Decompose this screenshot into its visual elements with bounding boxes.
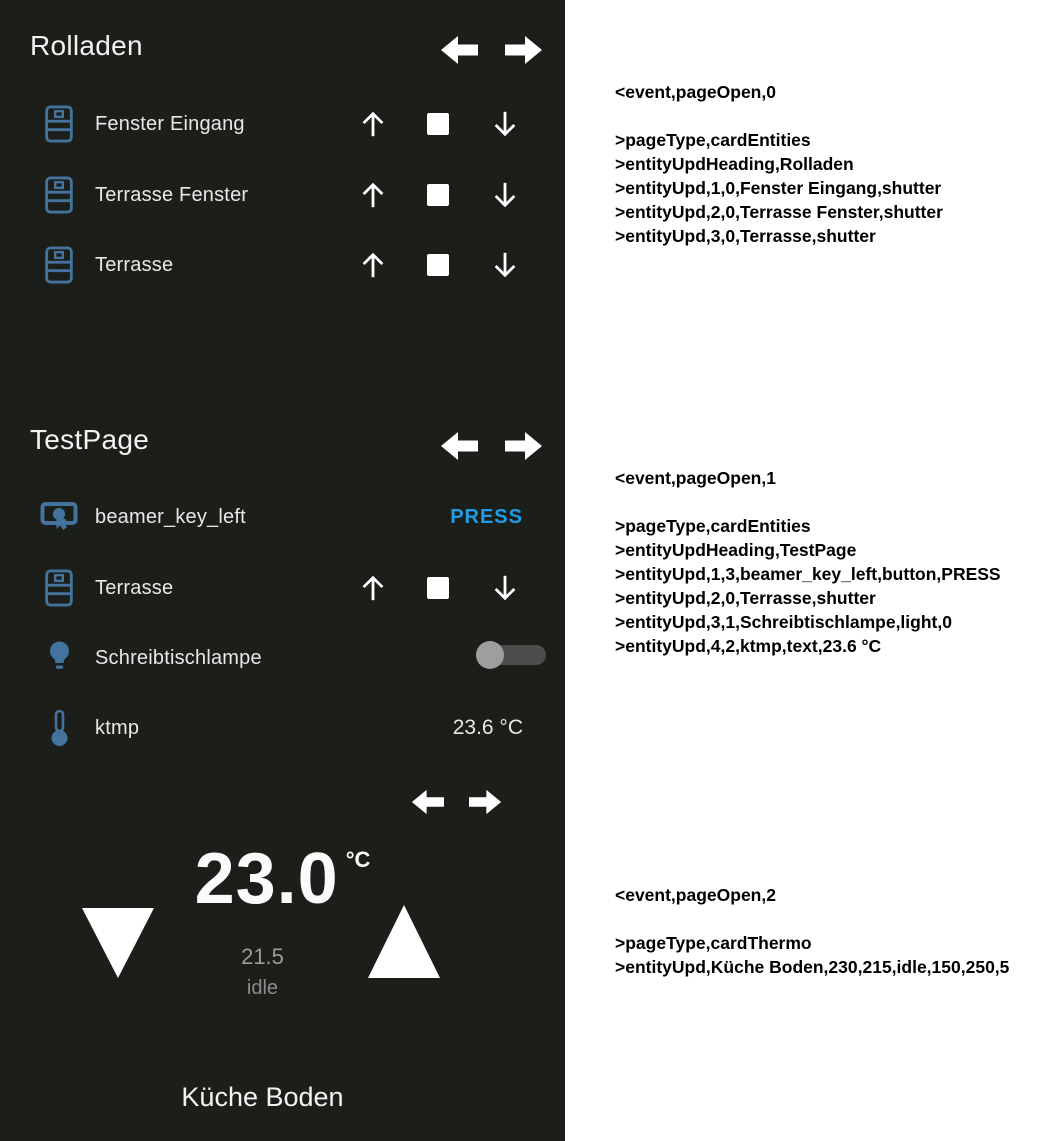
hvac-state: idle [246,977,279,999]
entity-name: Fenster Eingang [95,113,245,135]
shutter-stop-button[interactable] [427,184,449,206]
log-block [615,466,1040,658]
current-temp-value: 23.0 [194,839,339,919]
thermo-title: Küche Boden [181,1082,344,1112]
entity-row [0,566,565,610]
light-icon [46,640,73,680]
log-line: >entityUpd,2,0,Terrasse,shutter [615,588,876,608]
shutter-icon [44,176,74,219]
shutter-up-button[interactable] [358,109,388,139]
shutter-stop-button[interactable] [427,113,449,135]
button-icon [40,501,78,540]
log-event-line: <event,pageOpen,0 [615,82,776,102]
arrow-left-icon [440,53,478,70]
toggle-knob [476,641,504,669]
entity-name: Terrasse Fenster [95,184,249,206]
light-toggle[interactable] [476,641,546,669]
nav-next-button[interactable] [469,788,502,821]
shutter-down-button[interactable] [490,180,520,210]
log-line: >entityUpd,4,2,ktmp,text,23.6 °C [615,636,882,656]
entity-name: Terrasse [95,577,174,599]
entity-row [0,706,565,750]
entity-name: ktmp [95,717,140,739]
nav-next-button[interactable] [505,34,543,71]
shutter-down-button[interactable] [490,250,520,280]
shutter-stop-button[interactable] [427,254,449,276]
nav-prev-button[interactable] [440,430,478,467]
arrow-right-icon [469,803,502,820]
temp-value: 23.6 °C [452,716,523,739]
entity-row [0,243,565,287]
log-block [615,80,1040,248]
log-line: >entityUpd,2,0,Terrasse Fenster,shutter [615,202,943,222]
log-line: >entityUpdHeading,TestPage [615,540,857,560]
log-line: >entityUpd,3,1,Schreibtischlampe,light,0 [615,612,952,632]
log-line: >entityUpd,1,3,beamer_key_left,button,PRESS [615,564,1001,584]
shutter-icon [44,569,74,612]
log-line: >entityUpd,3,0,Terrasse,shutter [615,226,876,246]
target-temperature: 21.5 [241,944,284,969]
entity-name: Terrasse [95,254,174,276]
press-button[interactable]: PRESS [450,506,523,528]
arrow-right-icon [505,449,543,466]
nav-prev-button[interactable] [440,34,478,71]
log-block [615,883,1040,979]
page-heading: Rolladen [30,30,143,61]
entity-row [0,495,565,539]
log-event-line: <event,pageOpen,1 [615,468,776,488]
shutter-stop-button[interactable] [427,577,449,599]
log-line: >pageType,cardEntities [615,516,811,536]
shutter-down-button[interactable] [490,109,520,139]
shutter-down-button[interactable] [490,573,520,603]
shutter-up-button[interactable] [358,250,388,280]
log-line: >pageType,cardThermo [615,933,812,953]
nav-prev-button[interactable] [411,788,444,821]
entity-row [0,102,565,146]
arrow-right-icon [505,53,543,70]
shutter-up-button[interactable] [358,573,388,603]
nav-next-button[interactable] [505,430,543,467]
arrow-left-icon [440,449,478,466]
log-line: >entityUpd,1,0,Fenster Eingang,shutter [615,178,942,198]
arrow-left-icon [411,803,444,820]
shutter-icon [44,105,74,148]
log-event-line: <event,pageOpen,2 [615,885,776,905]
log-line: >entityUpd,Küche Boden,230,215,idle,150,250,5 [615,957,1010,977]
entity-name: Schreibtischlampe [95,647,262,669]
entity-row [0,636,565,680]
entity-name: beamer_key_left [95,506,246,528]
log-line: >pageType,cardEntities [615,130,811,150]
temp-unit: °C [345,847,371,872]
shutter-icon [44,246,74,289]
page-heading: TestPage [30,424,150,455]
entity-row [0,173,565,217]
thermometer-icon [49,709,70,752]
shutter-up-button[interactable] [358,180,388,210]
log-line: >entityUpdHeading,Rolladen [615,154,854,174]
